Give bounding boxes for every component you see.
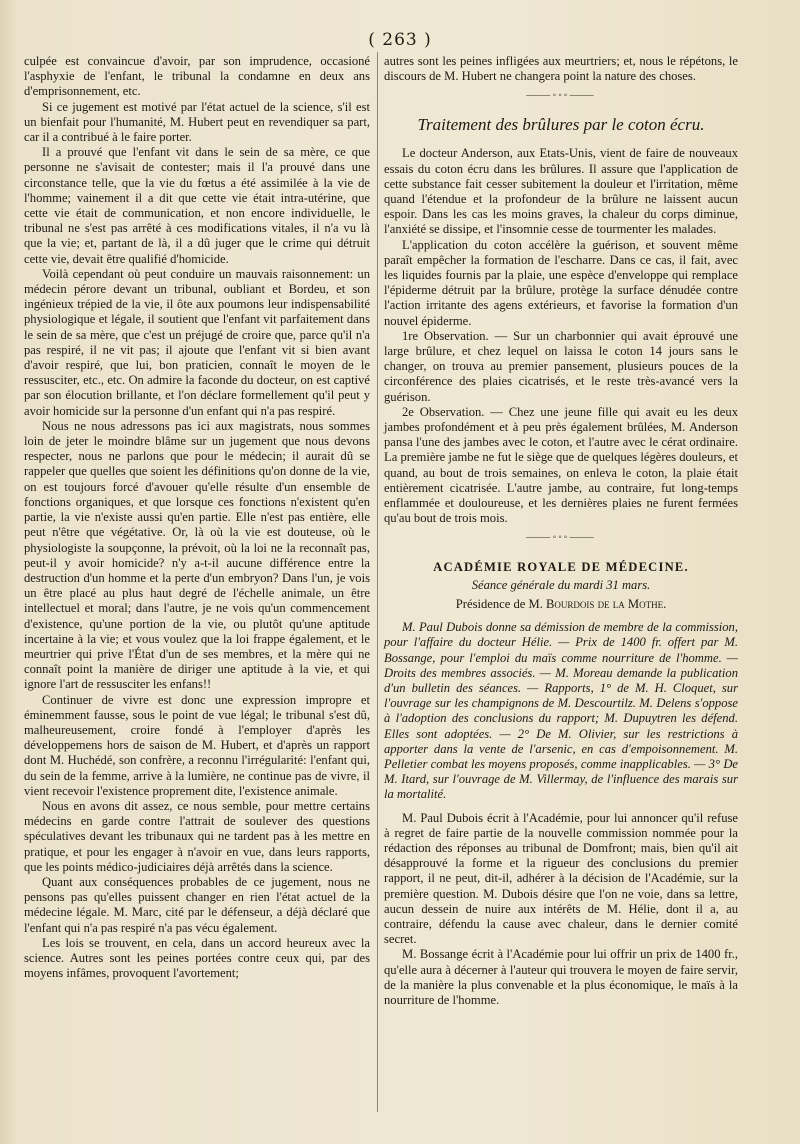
paragraph: Les lois se trouvent, en cela, dans un accord heureux avec la science. Autres sont les peines portées contre ceux qui, par des moyens infâmes, provoquent l'avortement; [24, 935, 370, 981]
right-column [384, 54, 738, 1008]
paragraph: Il a prouvé que l'enfant vit dans le sein de sa mère, ce que personne ne s'avisait de contester; mais il l'a prouvé dans une circonstance telle, que la vie du fœtus a été assimilée à la vie de l'homme; vainement il a dit que cette vie était intra-utérine, que cette vie était de communication, et non encore individuelle, le tribunal ne s'est pas arrêté à ces modifications vitales, il n'a vu là que la vie; et, partant de là, il a dû juger que le crime qui détruit cette vie, devait être qualifié d'homicide. [24, 145, 370, 266]
page-number: ( 263 ) [368, 30, 432, 50]
paragraph: Quant aux conséquences probables de ce jugement, nous ne pensons pas qu'elles puissent changer en rien l'état actuel de la médecine légale. M. Marc, cité par le défenseur, a déjà déclaré que l'enfant qui n'a pas respiré n'a pas vécu également. [24, 874, 370, 935]
ornament-divider: ⸻◦◦◦⸻ [525, 532, 597, 544]
academy-title: ACADÉMIE ROYALE DE MÉDECINE. [433, 560, 689, 575]
left-column [24, 54, 370, 981]
column-divider [377, 52, 378, 1112]
paragraph: Voilà cependant où peut conduire un mauvais raisonnement: un médecin pérore devant un tribunal, oubliant et Bordeu, et son ingénieux trépied de la vie, il ôte aux poumons leur indispensabilité physiologique et légale, il soutient que l'enfant vit parfaitement dans le sein de sa mère, que c'est un préjugé de croire que, parce qu'il n'a pas respiré, il ne vit pas; il ajoute que l'enfant vit si bien avant d'avoir respiré, que lui, bon praticien, connaît le moyen de le ressusciter, etc., etc. On admire la faconde du docteur, on est captivé par son élocution brillante, et l'on déclare formellement qu'il peut y avoir homicide sur la personne d'un enfant qui n'a pas respiré. [24, 266, 370, 418]
observation-paragraph: 2e Observation. — Chez une jeune fille qui avait eu les deux jambes profondément et à peu près également brûlées, M. Anderson pansa l'une des jambes avec le coton, et l'autre avec le cérat ordinaire. La première jambe ne fut le siège que de quelques légères douleurs, et quand, au bout de trois semaines, on enleva le coton, la plaie était entièrement cicatrisée. L'autre jambe, au contraire, fut long-temps enflammée et douloureuse, et les dernières plaies ne furent fermées qu'au bout de trois mois. [384, 404, 738, 526]
paragraph: Nous en avons dit assez, ce nous semble, pour mettre certains médecins en garde contre l'attrait de soulever des questions spéculatives devant les tribunaux qui ne tardent pas à les mettre en pratique, et pour les engager à n'avoir en vue, dans leurs rapports, que les points médico-judiciaires déjà arrêtés dans la science. [24, 798, 370, 874]
observation-paragraph: 1re Observation. — Sur un charbonnier qui avait éprouvé une large brûlure, et chez lequel on laissa le coton 14 jours sans le changer, on trouva au premier pansement, plusieurs pouces de la circonférence des plaies cicatrisés, et le reste très-avancé vers la guérison. [384, 328, 738, 404]
session-heading: Séance générale du mardi 31 mars. [471, 577, 651, 592]
paragraph: Le docteur Anderson, aux Etats-Unis, vient de faire de nouveaux essais du coton écru dans les brûlures. Il assure que l'application de cette substance fait cesser subitement la douleur et l'irritation, même quand l'étendue et la profondeur de la brûlure ne laissent aucun espoir. Dans les cas les moins graves, la chaleur du corps diminue, l'anxiété se dissipe, et l'insomnie cesse de tourmenter les malades. [384, 146, 738, 237]
paragraph: M. Paul Dubois écrit à l'Académie, pour lui annoncer qu'il refuse à regret de faire partie de la nouvelle commission nommée pour la rédaction des réponses au tribunal de Domfront; mais, bien qu'il ait désapprouvé la forme et la rigueur des conclusions du premier rapport, il ne peut, dit-il, adhérer à la décision de l'Académie, sur la première question. M. Dubois désire que l'on ne voie, dans sa lettre, aucun dessein de nuire aux intérêts de M. Hélie, dont il a, au contraire, défendu la cause avec chaleur, dans le dernier comité secret. [384, 810, 738, 947]
ornament-divider: ⸻◦◦◦⸻ [525, 90, 597, 102]
paragraph: Nous ne nous adressons pas ici aux magistrats, nous sommes loin de jeter le moindre blâme sur un jugement que nous devons respecter, nous ne parlons que pour le médecin; il aurait dû se rappeler que quelles que soient les définitions qu'on donne de la vie, on est toujours forcé d'avouer qu'elle résulte d'un ensemble de fonctions organiques, et que lorsque ces fonctions n'existent qu'en partie, la vie n'existe aussi qu'en partie. Elle n'est pas entière, elle peut n'être que végétative. Or, là où la vie est douteuse, où le physiologiste la soupçonne, la prévoit, où la loi ne la reconnaît pas, peut-il y avoir homicide? n'y a-t-il aucune différence entre la destruction d'un homme et la perte d'un embryon? Dans l'un, je vois un être placé au plus haut degré de l'échelle animale, un être intellectuel et moral; dans l'autre, je ne vois qu'un commencement d'existence, qu'une portion de la vie, ou plutôt qu'une aptitude incertaine à la vie; et vous voulez que la loi frappe également, et le meurtrier qui prive l'État d'un de ses membres, et la mère qui ne connaît point la manière de diriger une aptitude à la vie, et qui ignore l'art de ressusciter les enfans!! [24, 418, 370, 692]
presidence-line [384, 597, 738, 612]
president-name: Bourdois de la Mothe. [546, 596, 667, 611]
presidence-prefix: Présidence de M. [455, 596, 543, 611]
paragraph: Si ce jugement est motivé par l'état actuel de la science, s'il est un bienfait pour l'humanité, M. Hubert peut en revendiquer sa part, car il a contribué à le faire porter. [24, 99, 370, 145]
paragraph: L'application du coton accélère la guérison, et souvent même paraît empêcher la formation de l'escharre. Dans ce cas, il fait, avec les liquides fournis par la plaie, une espèce d'enveloppe qui remplace l'épiderme détruit par la brûlure, protège la surface dénudée contre l'action irritante des agens extérieurs, et favorise la formation d'un nouvel épiderme. [384, 237, 738, 328]
section-title: Traitement des brûlures par le coton écru. [417, 115, 705, 135]
paragraph: M. Bossange écrit à l'Académie pour lui offrir un prix de 1400 fr., qu'elle aura à décerner à l'auteur qui trouvera le moyen de faire servir, de la manière la plus convenable et la plus économique, le maïs à la nourriture de l'homme. [384, 947, 738, 1007]
paragraph: Continuer de vivre est donc une expression impropre et éminemment fausse, sous le point de vue légal; le tribunal s'est dû, malheureusement, croire fondé à l'employer d'après les développemens hors de saison de M. Hubert, et d'après un rapport dont M. Huchédé, son confrère, a reconnu l'irrégularité: l'enfant qui, du sein de la femme, arrive à la lumière, ne continue pas de vivre, il vient recevoir l'existence proprement dite, l'existence animale. [24, 692, 370, 798]
session-summary: M. Paul Dubois donne sa démission de membre de la commission, pour l'affaire du docteur Hélie. — Prix de 1400 fr. offert par M. Bossange, pour l'emploi du maïs comme nourriture de l'homme. — Droits des membres associés. — M. Moreau demande la publication d'un bulletin des séances. — Rapports, 1° de M. H. Cloquet, sur l'ouvrage sur les champignons de M. Descourtilz. M. Delens s'oppose à l'adoption des conclusions du rapport; M. Dupuytren les défend. Elles sont adoptées. — 2° De M. Olivier, sur les restrictions à apporter dans la vente de l'arsenic, en cas d'empoisonnement. M. Pelletier combat les moyens proposés, comme inapplicables. — 3° De M. Itard, sur l'ouvrage de M. Villermay, de l'influence des marais sur la mortalité. [384, 620, 738, 802]
paragraph: autres sont les peines infligées aux meurtriers; et, nous le répétons, le discours de M. Hubert ne changera point la nature des choses. [384, 54, 738, 84]
paragraph: culpée est convaincue d'avoir, par son imprudence, occasioné l'asphyxie de l'enfant, le tribunal la condamne en deux ans d'emprisonnement, etc. [24, 54, 370, 99]
